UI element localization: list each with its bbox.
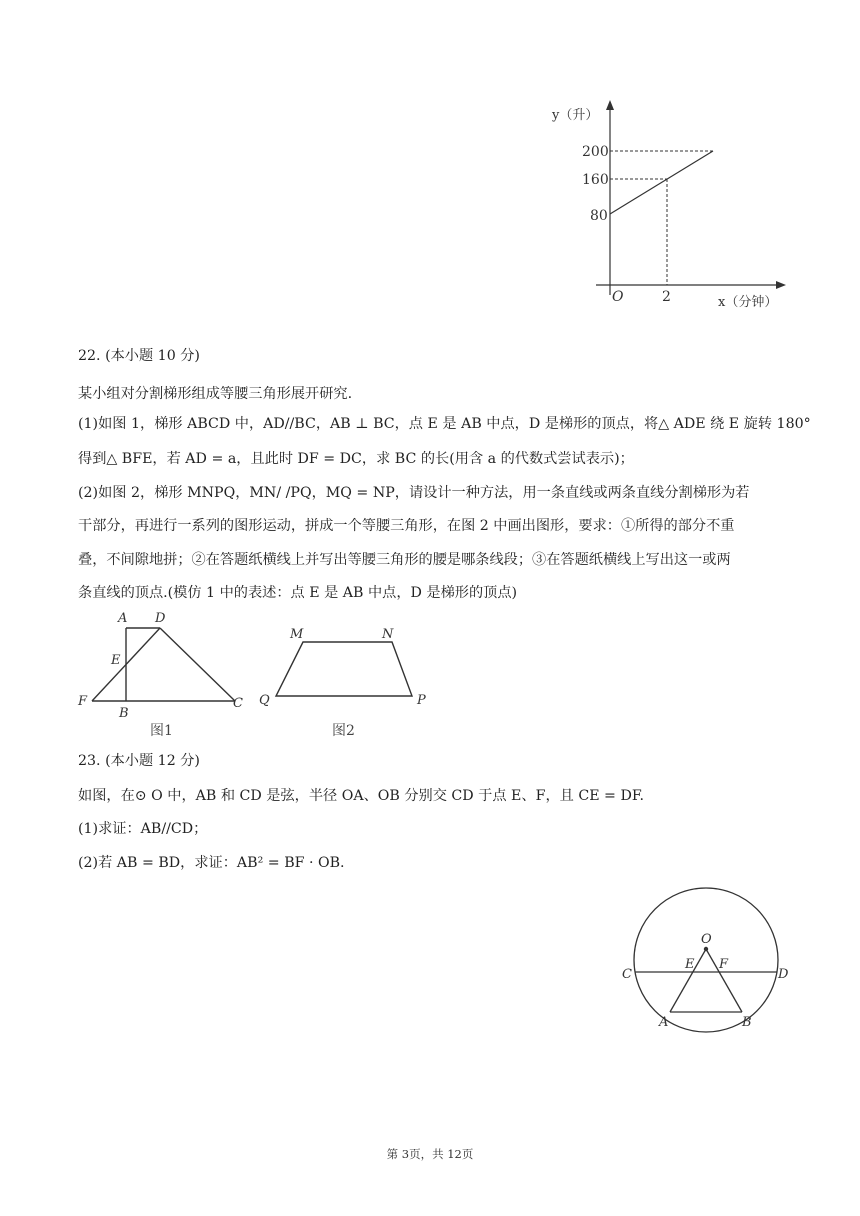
x-axis-arrow <box>776 281 786 289</box>
q23-part1: (1)求证：AB//CD； <box>78 821 208 837</box>
q22-part1-line1: (1)如图 1，梯形 ABCD 中，AD//BC，AB ⊥ BC，点 E 是 AB 中点，D 是梯形的顶点，将△ ADE 绕 E 旋转 180° <box>78 416 811 432</box>
q22-part2-line2: 干部分，再进行一系列的图形运动，拼成一个等腰三角形，在图 2 中画出图形，要求：①所得的部分不重 <box>78 518 735 534</box>
origin-label: O <box>612 289 624 305</box>
circle-figure <box>615 885 800 1035</box>
label-F: F <box>719 957 729 972</box>
y-axis-label: y（升） <box>552 108 599 123</box>
q22-part2-line4: 条直线的顶点.(模仿 1 中的表述：点 E 是 AB 中点，D 是梯形的顶点) <box>78 585 518 601</box>
q22-part1-line2: 得到△ BFE，若 AD = a，且此时 DF = DC，求 BC 的长(用含 a 的代数式尝试表示)； <box>78 451 634 467</box>
label-F: F <box>78 694 88 709</box>
label-M: M <box>290 627 304 642</box>
figure-2-trapezoid <box>255 618 435 743</box>
q22-part2-line3: 叠，不间隙地拼；②在答题纸横线上并写出等腰三角形的腰是哪条线段；③在答题纸横线上写出这一或两 <box>78 552 731 568</box>
label-E: E <box>685 957 695 972</box>
y-axis-arrow <box>606 100 614 110</box>
xtick-2: 2 <box>662 289 671 305</box>
figure-1-caption: 图1 <box>150 723 173 739</box>
trapezoid-MNPQ <box>276 642 412 696</box>
q22-part2-line1: (2)如图 2，梯形 MNPQ，MN/ /PQ，MQ = NP，请设计一种方法，用一条直线或两条直线分割梯形为若 <box>78 485 750 501</box>
label-C: C <box>622 967 632 982</box>
label-A: A <box>118 611 128 626</box>
label-E: E <box>111 653 121 668</box>
q22-header: 22. (本小题 10 分) <box>78 348 200 364</box>
ytick-200: 200 <box>582 144 609 160</box>
q23-intro: 如图，在⊙ O 中，AB 和 CD 是弦，半径 OA、OB 分别交 CD 于点 E、F，且 CE = DF. <box>78 788 644 804</box>
q23-header: 23. (本小题 12 分) <box>78 753 200 769</box>
label-D: D <box>778 967 789 982</box>
label-B: B <box>742 1015 752 1030</box>
label-N: N <box>382 627 394 642</box>
label-O: O <box>701 932 712 947</box>
function-line <box>610 151 713 214</box>
ytick-160: 160 <box>582 172 609 188</box>
segment-DC <box>160 628 235 701</box>
label-C: C <box>233 696 243 711</box>
label-P: P <box>417 693 426 708</box>
label-D: D <box>155 611 166 626</box>
q22-intro: 某小组对分割梯形组成等腰三角形展开研究. <box>78 386 353 402</box>
ytick-80: 80 <box>590 208 608 224</box>
water-volume-graph <box>540 95 810 320</box>
figure-1-trapezoid <box>72 608 252 743</box>
label-B: B <box>119 706 129 721</box>
label-A: A <box>659 1015 669 1030</box>
page-footer: 第 3页，共 12页 <box>386 1147 474 1161</box>
q23-part2: (2)若 AB = BD，求证：AB² = BF · OB. <box>78 855 345 871</box>
circle-O <box>634 888 778 1032</box>
center-point <box>704 947 708 951</box>
figure-2-caption: 图2 <box>332 723 355 739</box>
x-axis-label: x（分钟） <box>718 295 778 310</box>
label-Q: Q <box>259 693 270 708</box>
